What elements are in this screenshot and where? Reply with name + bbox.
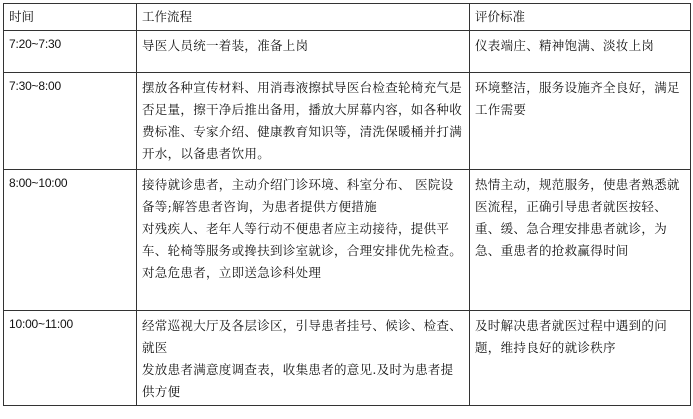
evaluation-text: 环境整洁，服务设施齐全良好，满足工作需要 — [475, 80, 680, 117]
work-flow-text: 对残疾人、老年人等行动不便患者应主动接待，提供平车、轮椅等服务或搀扶到诊室就诊，合理安排优先检查。对急危患者，立即送急诊科处理 — [142, 221, 463, 280]
time-cell: 10:00~11:00 — [4, 311, 137, 406]
evaluation-text: 仪表端庄、精神饱满、淡妆上岗 — [475, 38, 655, 53]
work-flow-cell — [137, 31, 470, 73]
work-flow-text: 接待就诊患者，主动介绍门诊环境、科室分布、 医院设备等;解答患者咨询，为患者提供方便措施 — [142, 177, 454, 214]
work-schedule-table — [3, 3, 691, 406]
evaluation-text: 热情主动，规范服务，使患者熟悉就医流程，正确引导患者就医按轻、重、缓、急合理安排患者就诊，为急、重患者的抢救赢得时间 — [475, 177, 680, 258]
evaluation-cell — [470, 31, 691, 73]
time-cell: 8:00~10:00 — [4, 170, 137, 311]
time-cell: 7:30~8:00 — [4, 73, 137, 170]
table-row — [4, 73, 691, 170]
work-flow-cell — [137, 170, 470, 311]
table-header-row — [4, 4, 691, 31]
work-flow-text: 经常巡视大厅及各层诊区，引导患者挂号、候诊、检查、就医 — [142, 318, 463, 355]
work-flow-text: 发放患者满意度调查表，收集患者的意见.及时为患者提供方便 — [142, 362, 454, 399]
evaluation-text: 及时解决患者就医过程中遇到的问题，维持良好的就诊秩序 — [475, 318, 668, 355]
evaluation-cell — [470, 170, 691, 311]
header-evaluation: 评价标准 — [470, 4, 691, 31]
evaluation-cell — [470, 311, 691, 406]
evaluation-cell — [470, 73, 691, 170]
table-row — [4, 31, 691, 73]
table-row — [4, 311, 691, 406]
work-flow-text: 摆放各种宣传材料、用消毒液擦拭导医台检查轮椅充气是否足量，擦干净后推出备用，播放大屏幕内容，如各种收费标准、专家介绍、健康教育知识等，清洗保暖桶并打满开水，以备患者饮用。 — [142, 80, 463, 161]
table-row — [4, 170, 691, 311]
work-flow-cell — [137, 311, 470, 406]
time-cell: 7:20~7:30 — [4, 31, 137, 73]
header-time: 时间 — [4, 4, 137, 31]
work-flow-cell — [137, 73, 470, 170]
work-flow-text: 导医人员统一着装，准备上岗 — [142, 38, 309, 53]
header-work-flow: 工作流程 — [137, 4, 470, 31]
